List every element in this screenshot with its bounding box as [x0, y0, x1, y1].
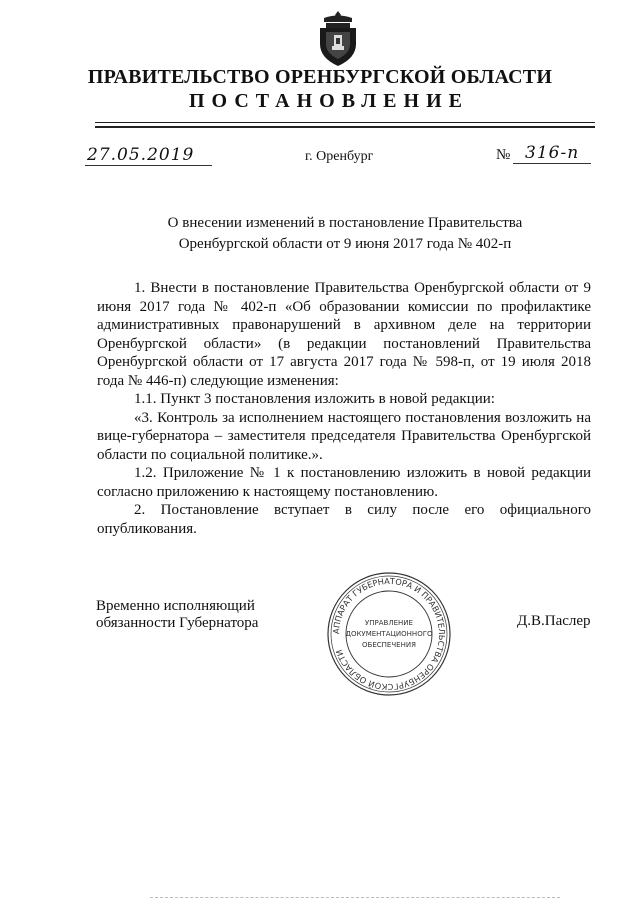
stamp-outer-text: АППАРАТ ГУБЕРНАТОРА И ПРАВИТЕЛЬСТВА ОРЕНБУРГСКОЙ ОБЛАСТИ	[330, 575, 448, 693]
document-city: г. Оренбург	[305, 149, 374, 164]
stamp-line-2: ДОКУМЕНТАЦИОННОГО	[345, 630, 433, 638]
paragraph-2: 2. Постановление вступает в силу после его официального опубликования.	[97, 502, 591, 537]
paragraph-1-2: 1.2. Приложение № 1 к постановлению изложить в новой редакции согласно приложению к настоящему постановлению.	[97, 465, 591, 500]
signatory-role-line-2: обязанности Губернатора	[96, 615, 259, 631]
organization-name: ПРАВИТЕЛЬСТВО ОРЕНБУРГСКОЙ ОБЛАСТИ	[87, 66, 553, 88]
header-rule-thin	[95, 122, 595, 123]
document-type: ПОСТАНОВЛЕНИЕ	[189, 90, 469, 112]
signatory-name: Д.В.Паслер	[517, 613, 591, 629]
title-line-1: О внесении изменений в постановление Правительства	[167, 215, 523, 231]
document-number: 316-п	[513, 143, 591, 164]
document-date: 27.05.2019	[85, 145, 212, 166]
stamp-line-1: УПРАВЛЕНИЕ	[365, 619, 413, 627]
stamp-line-3: ОБЕСПЕЧЕНИЯ	[362, 641, 416, 649]
signatory-role-line-1: Временно исполняющий	[96, 598, 255, 614]
official-stamp	[325, 570, 453, 698]
document-body	[97, 279, 591, 538]
paragraph-1-1: 1.1. Пункт 3 постановления изложить в новой редакции:	[134, 391, 495, 407]
coat-of-arms-icon	[318, 10, 358, 68]
title-line-2: Оренбургской области от 9 июня 2017 года № 402-п	[178, 236, 512, 252]
paragraph-1: 1. Внести в постановление Правительства Оренбургской области от 9 июня 2017 года № 402-п «Об образовании комиссии по профилактике административных правонарушений в архивном деле на территории Оренбургской области» (в редакции постановлений Правительства Оренбургской области от 17 августа 2017 года № 598-п, от 19 июля 2018 года № 446-п) следующие изменения:	[97, 280, 591, 389]
number-label: №	[496, 147, 511, 163]
paragraph-quote: «3. Контроль за исполнением настоящего постановления возложить на вице-губернатора – заместителя председателя Правительства Оренбургской области по социальной политике.».	[97, 409, 591, 463]
document-title	[95, 213, 595, 255]
header-rule-thick	[95, 126, 595, 128]
footer-divider	[150, 897, 560, 898]
